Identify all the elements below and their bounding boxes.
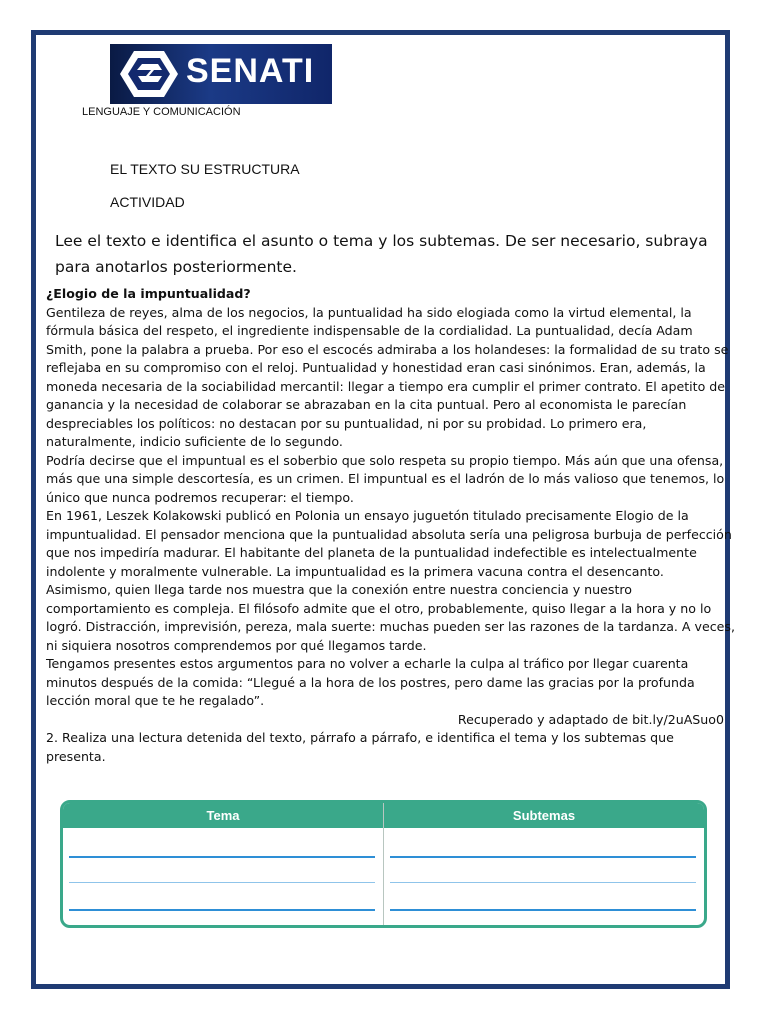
answer-line[interactable]	[69, 909, 375, 911]
subtemas-column	[383, 803, 704, 925]
course-name: LENGUAJE Y COMUNICACIÓN	[82, 106, 241, 118]
answer-line[interactable]	[390, 909, 696, 911]
answer-line[interactable]	[69, 856, 375, 858]
activity-label: ACTIVIDAD	[110, 194, 185, 210]
paragraph: Podría decirse que el impuntual es el soberbio que solo respeta su propio tiempo. Más aún que una ofensa, más que una simple descortesía, es un crimen. El impuntual es el ladrón de lo más valioso que tenemos, lo único que nunca podremos recuperar: el tiempo.	[46, 452, 725, 505]
source-citation: Recuperado y adaptado de bit.ly/2uASuo0	[457, 711, 724, 727]
instruction-text: Lee el texto e identifica el asunto o tema y los subtemas. De ser necesario, subraya para anotarlos posteriormente.	[55, 232, 708, 276]
reading-text	[46, 285, 736, 766]
paragraph: Gentileza de reyes, alma de los negocios, la puntualidad ha sido elogiada como la virtud elemental, la fórmula básica del respeto, el ingrediente indispensable de la cordialidad. La puntualidad, decía Adam Smith, pone la palabra a prueba. Por eso el escocés admiraba a los holandeses: la formalidad de su trato se reflejaba en su compromiso con el reloj. Puntualidad y honestidad eran casi sinónimos. Eran, además, la moneda necesaria de la sociabilidad mercantil: llegar a tiempo era cumplir el primer contrato. El apetito de ganancia y la necesidad de colaborar se abrazaban en la cita puntual. Pero al economista le parecían despreciables los políticos: no destacan por su puntualidad, ni por su probidad. Lo primero era, naturalmente, indicio suficiente de lo segundo.	[46, 304, 729, 449]
answer-line[interactable]	[390, 856, 696, 858]
paragraph: Tengamos presentes estos argumentos para no volver a echarle la culpa al tráfico por llegar cuarenta minutos después de la comida: “Llegué a la hora de los postres, pero dame las gracias por la profunda lección moral que te he regalado”.	[46, 656, 695, 708]
senati-logo	[110, 44, 332, 104]
tema-column	[63, 803, 383, 925]
answer-line[interactable]	[390, 882, 696, 883]
logo-text: SENATI	[186, 52, 315, 90]
question-2: 2. Realiza una lectura detenida del texto, párrafo a párrafo, e identifica el tema y los subtemas que presenta.	[46, 730, 674, 764]
page-title: EL TEXTO SU ESTRUCTURA	[110, 161, 300, 177]
subtemas-header: Subtemas	[384, 803, 704, 828]
reading-title: ¿Elogio de la impuntualidad?	[46, 286, 251, 301]
paragraph: En 1961, Leszek Kolakowski publicó en Polonia un ensayo juguetón titulado precisamente Elogio de la impuntualidad. El pensador menciona que la puntualidad absoluta sería una peligrosa burbuja de perfección que nos impediría madurar. El habitante del planeta de la puntualidad indefectible es intelectualmente indolente y moralmente vulnerable. La impuntualidad es la primera vacuna contra el desencanto.	[46, 508, 732, 579]
answer-line[interactable]	[69, 882, 375, 883]
paragraph: Asimismo, quien llega tarde nos muestra que la conexión entre nuestra conciencia y nuestro comportamiento es compleja. El filósofo admite que el otro, probablemente, quiso llegar a la hora y no lo logró. Distracción, imprevisión, pereza, mala suerte: muchas pueden ser las razones de la tardanza. A veces, ni siquiera nosotros comprendemos por qué llegamos tarde.	[46, 582, 735, 653]
senati-emblem-icon	[118, 49, 180, 99]
answer-table	[60, 800, 707, 928]
tema-header: Tema	[63, 803, 383, 828]
